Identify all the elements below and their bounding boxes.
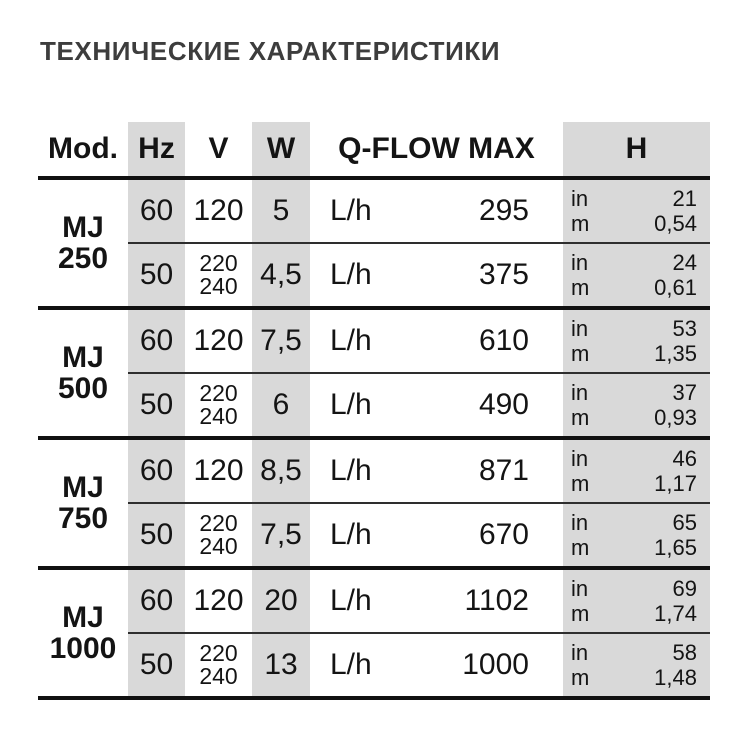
- model-size: 500: [57, 372, 109, 405]
- spec-table: [38, 122, 710, 700]
- h-unit-m: m: [571, 665, 590, 690]
- flow-unit-label: L/h: [330, 648, 372, 681]
- flow-value: 1000: [462, 648, 529, 681]
- h-value-in: 46: [672, 446, 697, 471]
- h-cell: [563, 568, 710, 633]
- h-cell: [563, 503, 710, 568]
- table-row: [38, 373, 710, 438]
- h-unit-in: in: [571, 510, 589, 535]
- qflow-cell: [310, 438, 563, 503]
- header-h: H: [563, 122, 710, 178]
- flow-unit-label: L/h: [330, 324, 372, 357]
- h-unit-in: in: [571, 186, 589, 211]
- w-cell: 6: [252, 373, 310, 438]
- model-name: MJ: [62, 210, 104, 244]
- flow-unit-label: L/h: [330, 388, 372, 421]
- flow-unit-label: L/h: [330, 518, 372, 551]
- hz-cell: 50: [128, 633, 185, 698]
- w-cell: 13: [252, 633, 310, 698]
- h-unit-m: m: [571, 471, 590, 496]
- h-value-m: 1,74: [654, 601, 697, 626]
- v-value-2: 240: [199, 403, 238, 429]
- h-cell: [563, 178, 710, 243]
- h-unit-in: in: [571, 250, 589, 275]
- model-cell: [38, 178, 128, 308]
- hz-cell: 60: [128, 438, 185, 503]
- w-cell: 5: [252, 178, 310, 243]
- w-cell: 4,5: [252, 243, 310, 308]
- model-name: MJ: [62, 470, 104, 504]
- model-group-mj1000: [38, 568, 710, 698]
- flow-unit-label: L/h: [330, 194, 372, 227]
- w-cell: 7,5: [252, 308, 310, 373]
- qflow-cell: [310, 308, 563, 373]
- v-value-2: 240: [199, 273, 238, 299]
- model-size: 250: [57, 242, 109, 275]
- v-cell: [185, 243, 252, 308]
- table-row: [38, 503, 710, 568]
- h-unit-m: m: [571, 535, 590, 560]
- h-unit-in: in: [571, 576, 589, 601]
- page-title: ТЕХНИЧЕСКИЕ ХАРАКТЕРИСТИКИ: [40, 36, 501, 66]
- qflow-cell: [310, 178, 563, 243]
- v-cell: [185, 373, 252, 438]
- model-size: 750: [57, 502, 109, 535]
- v-cell: [185, 633, 252, 698]
- hz-cell: 60: [128, 308, 185, 373]
- table-row: [38, 178, 710, 243]
- model-cell: [38, 438, 128, 568]
- h-value-in: 24: [672, 250, 697, 275]
- qflow-cell: [310, 503, 563, 568]
- header-qflow: Q-FLOW MAX: [310, 122, 563, 178]
- w-cell: 8,5: [252, 438, 310, 503]
- hz-cell: 50: [128, 503, 185, 568]
- header-w: W: [252, 122, 310, 178]
- qflow-cell: [310, 568, 563, 633]
- table-row: [38, 568, 710, 633]
- h-unit-m: m: [571, 211, 590, 236]
- qflow-cell: [310, 633, 563, 698]
- h-value-m: 1,17: [654, 471, 697, 496]
- h-value-m: 1,35: [654, 341, 697, 366]
- h-unit-m: m: [571, 405, 590, 430]
- h-cell: [563, 308, 710, 373]
- model-name: MJ: [62, 340, 104, 374]
- flow-value: 490: [478, 388, 529, 421]
- table-row: [38, 438, 710, 503]
- h-unit-in: in: [571, 380, 589, 405]
- model-group-mj750: [38, 438, 710, 568]
- header-mod: Mod.: [38, 122, 128, 178]
- h-unit-m: m: [571, 275, 590, 300]
- table-row: [38, 243, 710, 308]
- hz-cell: 60: [128, 568, 185, 633]
- flow-value: 610: [478, 324, 529, 357]
- h-value-in: 65: [672, 510, 697, 535]
- header-v: V: [185, 122, 252, 178]
- h-value-in: 69: [672, 576, 697, 601]
- v-value-1: 220: [199, 380, 238, 406]
- flow-unit-label: L/h: [330, 258, 372, 291]
- h-cell: [563, 633, 710, 698]
- v-value-1: 220: [199, 250, 238, 276]
- h-value-m: 1,65: [654, 535, 697, 560]
- v-cell: 120: [185, 568, 252, 633]
- h-value-m: 1,48: [654, 665, 697, 690]
- h-unit-m: m: [571, 341, 590, 366]
- model-name: MJ: [62, 600, 104, 634]
- hz-cell: 50: [128, 373, 185, 438]
- v-cell: 120: [185, 438, 252, 503]
- flow-value: 670: [478, 518, 529, 551]
- flow-unit-label: L/h: [330, 584, 372, 617]
- h-unit-in: in: [571, 446, 589, 471]
- w-cell: 7,5: [252, 503, 310, 568]
- v-value-2: 240: [199, 663, 238, 689]
- flow-value: 871: [478, 454, 529, 487]
- model-group-mj250: [38, 178, 710, 308]
- v-cell: 120: [185, 308, 252, 373]
- v-value-2: 240: [199, 533, 238, 559]
- h-cell: [563, 373, 710, 438]
- h-value-m: 0,93: [654, 405, 697, 430]
- hz-cell: 60: [128, 178, 185, 243]
- h-value-m: 0,61: [654, 275, 697, 300]
- v-cell: 120: [185, 178, 252, 243]
- h-value-m: 0,54: [654, 211, 697, 236]
- model-size: 1000: [49, 632, 117, 665]
- w-cell: 20: [252, 568, 310, 633]
- h-unit-in: in: [571, 316, 589, 341]
- header-hz: Hz: [128, 122, 185, 178]
- flow-value: 1102: [464, 584, 529, 617]
- h-value-in: 53: [672, 316, 697, 341]
- flow-value: 295: [478, 194, 529, 227]
- table-row: [38, 308, 710, 373]
- h-unit-m: m: [571, 601, 590, 626]
- model-cell: [38, 308, 128, 438]
- h-cell: [563, 243, 710, 308]
- h-value-in: 21: [672, 186, 697, 211]
- model-cell: [38, 568, 128, 698]
- hz-cell: 50: [128, 243, 185, 308]
- flow-value: 375: [478, 258, 529, 291]
- header-row: [38, 122, 710, 178]
- h-cell: [563, 438, 710, 503]
- table-header: [38, 122, 710, 178]
- v-value-1: 220: [199, 640, 238, 666]
- qflow-cell: [310, 243, 563, 308]
- h-unit-in: in: [571, 640, 589, 665]
- h-value-in: 37: [672, 380, 697, 405]
- v-value-1: 220: [199, 510, 238, 536]
- h-value-in: 58: [672, 640, 697, 665]
- flow-unit-label: L/h: [330, 454, 372, 487]
- v-cell: [185, 503, 252, 568]
- table-row: [38, 633, 710, 698]
- qflow-cell: [310, 373, 563, 438]
- model-group-mj500: [38, 308, 710, 438]
